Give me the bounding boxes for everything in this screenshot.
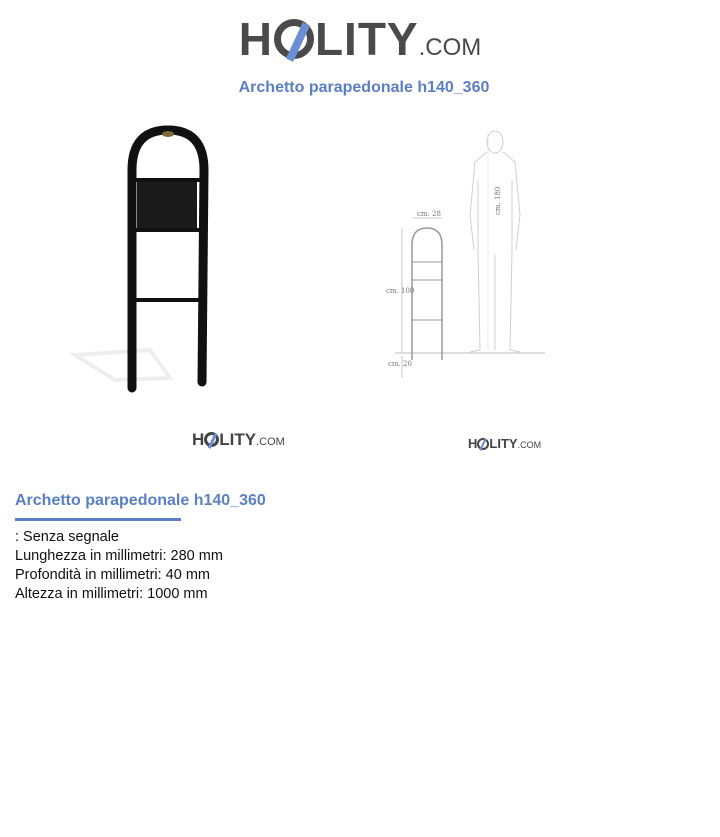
watermark-logo-right: H LITY.COM — [468, 436, 542, 451]
technical-drawing — [370, 120, 570, 410]
watermark-o-icon — [477, 438, 489, 450]
spec-item: Altezza in millimetri: 1000 mm — [15, 586, 208, 602]
section-underline — [15, 518, 181, 521]
section-title: Archetto parapedonale h140_360 — [15, 492, 266, 509]
watermark-o-icon — [204, 432, 219, 447]
spec-item: : Senza segnale — [15, 529, 119, 545]
dim-height: cm. 100 — [386, 287, 415, 295]
watermark-logo-left: H LITY.COM — [192, 430, 285, 449]
logo-suffix: .COM — [418, 34, 482, 61]
dim-person-height: cm. 180 — [494, 186, 502, 215]
dim-width: cm. 28 — [417, 210, 441, 218]
spec-item: Lunghezza in millimetri: 280 mm — [15, 548, 223, 564]
spec-list — [15, 528, 223, 604]
dim-depth: cm. 20 — [388, 360, 412, 368]
product-title: Archetto parapedonale h140_360 — [238, 79, 490, 96]
logo-wordmark: H LITY — [238, 13, 419, 65]
product-figure — [0, 110, 720, 480]
product-photo — [20, 110, 360, 480]
logo-o-icon — [274, 19, 314, 59]
spec-item: Profondità in millimetri: 40 mm — [15, 567, 210, 583]
site-logo[interactable] — [0, 12, 720, 66]
